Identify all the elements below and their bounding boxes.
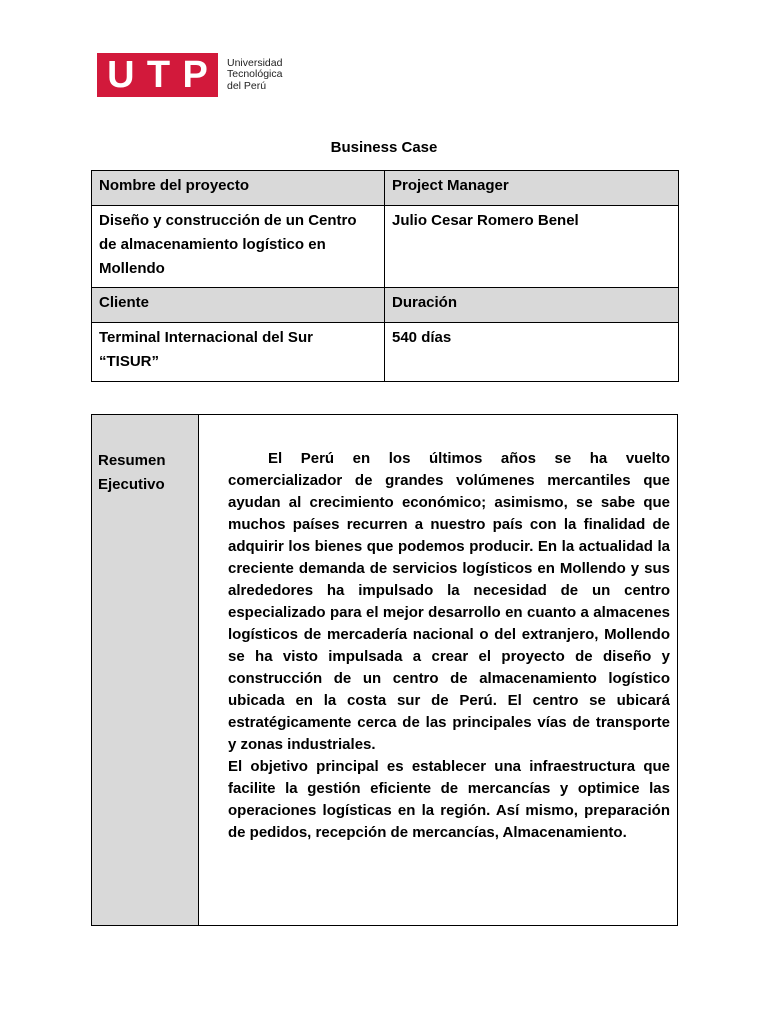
project-name-header: Nombre del proyecto bbox=[92, 171, 385, 206]
summary-paragraph-2: El objetivo principal es establecer una infraestructura que facilite la gestión eficiente de mercancías y optimice las operaciones logísticas en la región. Así mismo, preparación de pedidos, recepción de mercancías, Almacenamiento. bbox=[228, 758, 670, 841]
table-row bbox=[92, 288, 679, 323]
client-header: Cliente bbox=[92, 288, 385, 323]
duration-header: Duración bbox=[385, 288, 679, 323]
project-manager-header: Project Manager bbox=[385, 171, 679, 206]
table-row bbox=[92, 171, 679, 206]
logo-letter-p: P bbox=[182, 54, 208, 96]
executive-summary-table bbox=[91, 414, 678, 926]
client-value: Terminal Internacional del Sur “TISUR” bbox=[92, 323, 385, 382]
table-row bbox=[92, 206, 679, 288]
project-manager-value: Julio Cesar Romero Benel bbox=[385, 206, 679, 288]
logo-line-2: Tecnológica bbox=[227, 68, 283, 81]
table-row bbox=[92, 415, 678, 926]
logo-line-1: Universidad bbox=[227, 56, 283, 69]
executive-summary-body bbox=[199, 415, 678, 926]
logo-letter-u: U bbox=[107, 54, 135, 96]
logo-line-3: del Perú bbox=[227, 79, 267, 92]
logo-letter-t: T bbox=[146, 54, 171, 96]
document-title: Business Case bbox=[330, 139, 438, 156]
table-row bbox=[92, 323, 679, 382]
executive-summary-label: Resumen Ejecutivo bbox=[92, 415, 199, 926]
utp-logo bbox=[97, 53, 282, 97]
summary-paragraph-1: El Perú en los últimos años se ha vuelto comercializador de grandes volúmenes mercantiles que ayudan al crecimiento económico; asimismo, se sabe que muchos países recurren a nuestro país con la finalidad de adquirir los bienes que podemos producir. En la actualidad la creciente demanda de servicios logísticos en Mollendo y sus alrededores ha impulsado la necesidad de un centro especializado para el mejor desarrollo en cuanto a almacenes logísticos de mercadería nacional o del extranjero, Mollendo se ha visto impulsada a crear el proyecto de diseño y construcción de un centro de almacenamiento logístico ubicada en la costa sur de Perú. El centro se ubicará estratégicamente cerca de las principales vías de transporte y zonas industriales. bbox=[228, 450, 670, 753]
utp-logo-mark bbox=[97, 53, 218, 97]
logo-university-name bbox=[227, 58, 282, 93]
duration-value: 540 días bbox=[385, 323, 679, 382]
project-name-value: Diseño y construcción de un Centro de almacenamiento logístico en Mollendo bbox=[92, 206, 385, 288]
project-info-table bbox=[91, 170, 679, 382]
